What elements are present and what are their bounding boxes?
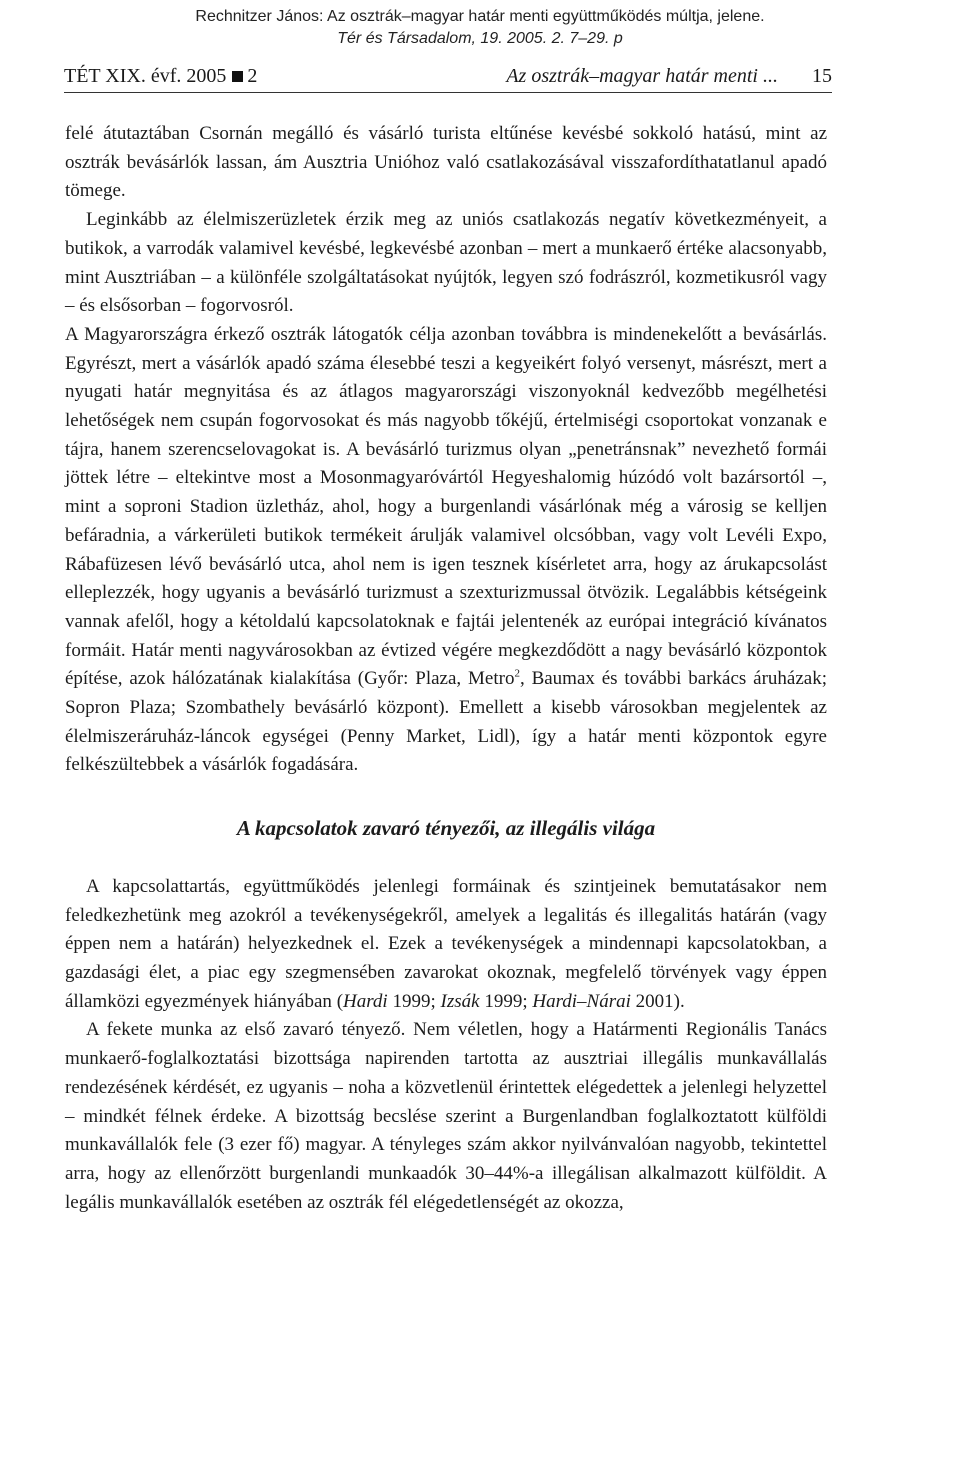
paragraph-3-text-a: A Magyarországra érkező osztrák látogatók célja azonban továbbra is mindenekelőtt a bevásárlás. Egyrészt, mert a vásárlók apadó száma élesebbé teszi a kegyeikért folyó versenyt, másrészt, mert a nyugati határ megnyitása és az átlagos magyarországi viszonyoknál kedvezőbb megélhetési lehetőségek nem csupán fogorvosokat és más nagyobb tőkéjű, értelmiségi csoportokat vonzanak e tájra, hanem szerencselovagokat is. A bevásárló turizmus olyan „penetránsnak” nevezhető formái jöttek létre – eltekintve most a Mosonmagyaróvártól Hegyeshalomig húzódó volt bazársortól –, mint a soproni Stadion üzletház, ahol, hogy a burgenlandi vásárlónak még a városig se kelljen befáradnia, a várkerületi butikok termékeit árulják valamivel olcsóbban, vagy volt Levéli Expo, Rábafüzesen lévő bevásárló utca, ahol nem is igen tesznek kísérletet arra, hogy az árukapcsolást elleplezzék, hogy ugyanis a bevásárló turizmust a szexturizmussal ötvözik. Legalábbis kétségeink vannak afelől, hogy a kétoldalú kapcsolatoknak e fajtái jelentenék az európai integráció kívánatos formáit. Határ menti nagyvárosokban az évtized végére megkezdődött a nagy bevásárló központok építése, azok hálózatának kialakítása (Győr: Plaza, Metro — [65, 323, 827, 690]
paragraph-2: Leginkább az élelmiszerüzletek érzik meg az uniós csatlakozás negatív következményeit, a butikok, a varrodák valamivel kevésbé, legkevésbé azonban – mert a munkaerő értéke alacsonyabb, mint Ausztriában – a különféle szolgáltatásokat nyújtók, legyen szó fodrászról, kozmetikusról vagy – és elsősorban – fogorvosról. — [65, 209, 827, 317]
cite-year-3: 2001). — [630, 990, 685, 1012]
page-info — [506, 64, 832, 88]
issue-number: 2 — [247, 65, 258, 87]
paragraph-1: felé átutaztában Csornán megálló és vásárló turista eltűnése kevésbé sokkoló hatású, mint az osztrák bevásárlók lassan, ám Ausztria Unióhoz való csatlakozásával visszafordíthatatlanul apadó tömege. — [65, 123, 827, 202]
article-body — [65, 120, 827, 1217]
page-number: 15 — [812, 65, 832, 87]
cite-open: ( — [331, 990, 344, 1012]
cite-author-hardi: Hardi — [343, 990, 388, 1012]
paragraph-3 — [65, 321, 827, 780]
paragraph-5: A fekete munka az első zavaró tényező. Nem véletlen, hogy a Határmenti Regionális Tanács munkaerő-foglalkoztatási bizottsága napirenden tartotta az ausztriai illegális munkavállalás rendezésének kérdését, ez ugyanis – noha a közvetlenül érintettek elégedettek a jelenlegi helyzettel – mindkét félnek érdeke. A bizottság becslése szerint a Burgenlandban foglalkoztatott külföldi munkavállalók fele (3 ezer fő) magyar. A tényleges szám akkor nyilvánvalóan nagyobb, tekintettel arra, hogy az ellenőrzött burgenlandi munkaadók 30–44%-a illegálisan alkalmazott külföldit. A legális munkavállalók esetében az osztrák fél elégedetlenségét az okozza, — [65, 1019, 827, 1213]
citation-line-2: Tér és Társadalom, 19. 2005. 2. 7–29. p — [337, 30, 623, 47]
citation-line-1: Rechnitzer János: Az osztrák–magyar határ menti együttműködés múltja, jelene. — [195, 8, 765, 25]
paragraph-4 — [65, 873, 827, 1017]
cite-year-1: 1999; — [387, 990, 441, 1012]
paragraph-4-text: A kapcsolattartás, együttműködés jelenlegi formáinak és szintjeinek bemutatásakor nem feledkezhetünk meg azokról a tevékenységekről, amelyek a legalitás és illegalitás határán (vagy éppen nem a határán) helyezkednek el. Ezek a tevékenységek a mindennapi kapcsolatokban, a gazdasági élet, a piac egy szegmensében zavarokat okoznak, megfelelő törvények vagy éppen államközi egyezmények hiányában — [65, 875, 827, 1012]
cite-author-hardi-narai: Hardi–Nárai — [532, 990, 631, 1012]
cite-author-izsak: Izsák — [440, 990, 480, 1012]
citation-header — [0, 6, 960, 50]
short-title: Az osztrák–magyar határ menti ... — [506, 65, 778, 87]
running-head — [64, 64, 832, 93]
journal-info — [64, 64, 257, 88]
journal-name: TÉT XIX. évf. 2005 — [64, 65, 227, 87]
footnote-ref-2: 2 — [514, 668, 520, 681]
section-heading: A kapcsolatok zavaró tényezői, az illegális világa — [236, 816, 656, 841]
cite-year-2: 1999; — [479, 990, 533, 1012]
paragraph-3-text-b: , Baumax és további barkács áruházak; Sopron Plaza; Szombathely bevásárló központ). Emellett a kisebb városokban megjelentek az élelmiszeráruház-láncok egységei (Penny Market, Lidl), így a határ menti központok egyre felkészültebbek a vásárlók fogadására. — [65, 668, 827, 776]
black-square-icon — [232, 71, 243, 82]
